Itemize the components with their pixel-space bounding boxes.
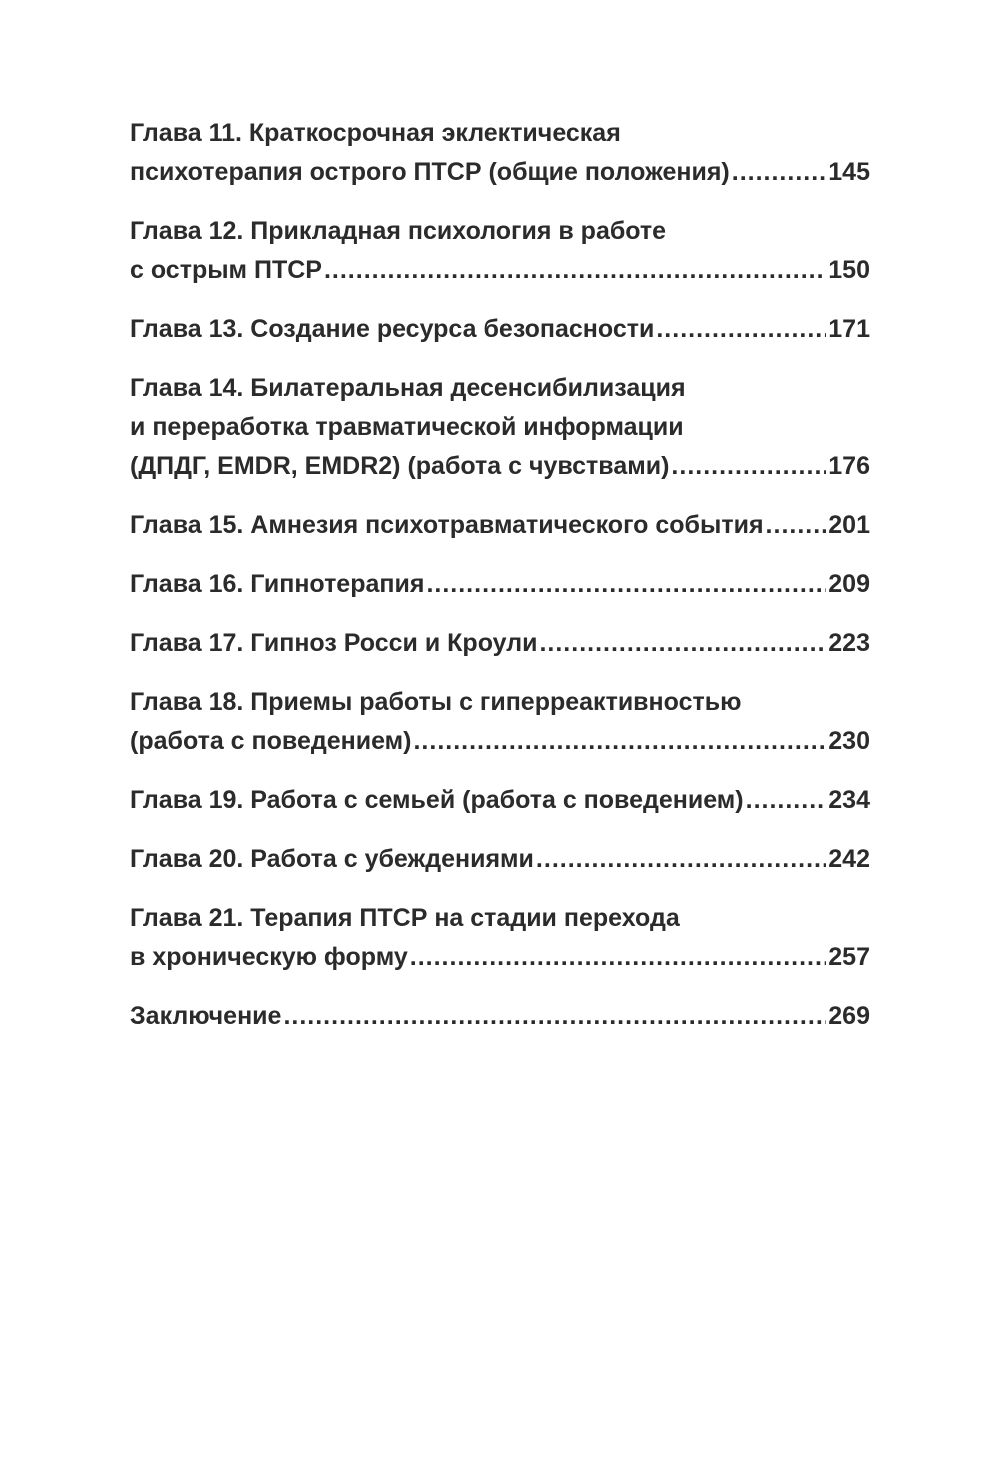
dot-leader	[536, 840, 826, 879]
toc-entry-chapter-17	[130, 624, 870, 663]
dot-leader	[766, 506, 827, 545]
dot-leader	[426, 565, 826, 604]
page-number: 201	[828, 511, 870, 539]
page-number: 242	[828, 845, 870, 873]
toc-entry-line: с острым ПТСР	[130, 256, 322, 284]
page-number: 269	[828, 1002, 870, 1030]
page-number: 176	[828, 452, 870, 480]
toc-entry-chapter-18	[130, 683, 870, 761]
toc-entry-line: Глава 11. Краткосрочная эклектическая	[130, 119, 621, 147]
toc-entry-line: Глава 12. Прикладная психология в работе	[130, 217, 667, 245]
dot-leader	[324, 251, 826, 290]
toc-entry-chapter-12	[130, 212, 870, 290]
toc-entry-line: (ДПДГ, EMDR, EMDR2) (работа с чувствами)	[130, 452, 670, 480]
toc-entry-chapter-15	[130, 506, 870, 545]
page-number: 234	[828, 786, 870, 814]
page-number: 223	[828, 629, 870, 657]
table-of-contents	[130, 114, 870, 1056]
toc-entry-chapter-16	[130, 565, 870, 604]
dot-leader	[656, 310, 826, 349]
page-number: 209	[828, 570, 870, 598]
toc-entry-line: и переработка травматической информации	[130, 413, 684, 441]
dot-leader	[283, 997, 826, 1036]
page-number: 150	[828, 256, 870, 284]
toc-entry-chapter-14	[130, 369, 870, 486]
page-number: 257	[828, 943, 870, 971]
dot-leader	[732, 153, 827, 192]
toc-entry-line: в хроническую форму	[130, 943, 408, 971]
toc-entry-chapter-21	[130, 899, 870, 977]
toc-entry-line: Глава 14. Билатеральная десенсибилизация	[130, 374, 686, 402]
toc-entry-line: Глава 18. Приемы работы с гиперреактивностью	[130, 688, 742, 716]
dot-leader	[410, 938, 827, 977]
dot-leader	[413, 722, 826, 761]
toc-entry-line: (работа с поведением)	[130, 727, 412, 755]
dot-leader	[671, 447, 826, 486]
toc-entry-line: Глава 15. Амнезия психотравматического события	[130, 511, 764, 539]
page-number: 171	[828, 315, 870, 343]
toc-entry-line: Глава 16. Гипнотерапия	[130, 570, 425, 598]
page-number: 230	[828, 727, 870, 755]
dot-leader	[539, 624, 826, 663]
toc-entry-chapter-19	[130, 781, 870, 820]
toc-entry-line: психотерапия острого ПТСР (общие положения)	[130, 158, 730, 186]
toc-entry-line: Глава 17. Гипноз Росси и Кроули	[130, 629, 538, 657]
toc-entry-chapter-11	[130, 114, 870, 192]
toc-entry-line: Глава 19. Работа с семьей (работа с поведением)	[130, 786, 744, 814]
dot-leader	[746, 781, 827, 820]
toc-entry-line: Глава 13. Создание ресурса безопасности	[130, 315, 655, 343]
toc-entry-conclusion	[130, 997, 870, 1036]
toc-entry-line: Глава 20. Работа с убеждениями	[130, 845, 534, 873]
toc-entry-chapter-20	[130, 840, 870, 879]
page-number: 145	[828, 158, 870, 186]
toc-entry-line: Заключение	[130, 1002, 282, 1030]
toc-entry-chapter-13	[130, 310, 870, 349]
toc-entry-line: Глава 21. Терапия ПТСР на стадии перехода	[130, 904, 680, 932]
